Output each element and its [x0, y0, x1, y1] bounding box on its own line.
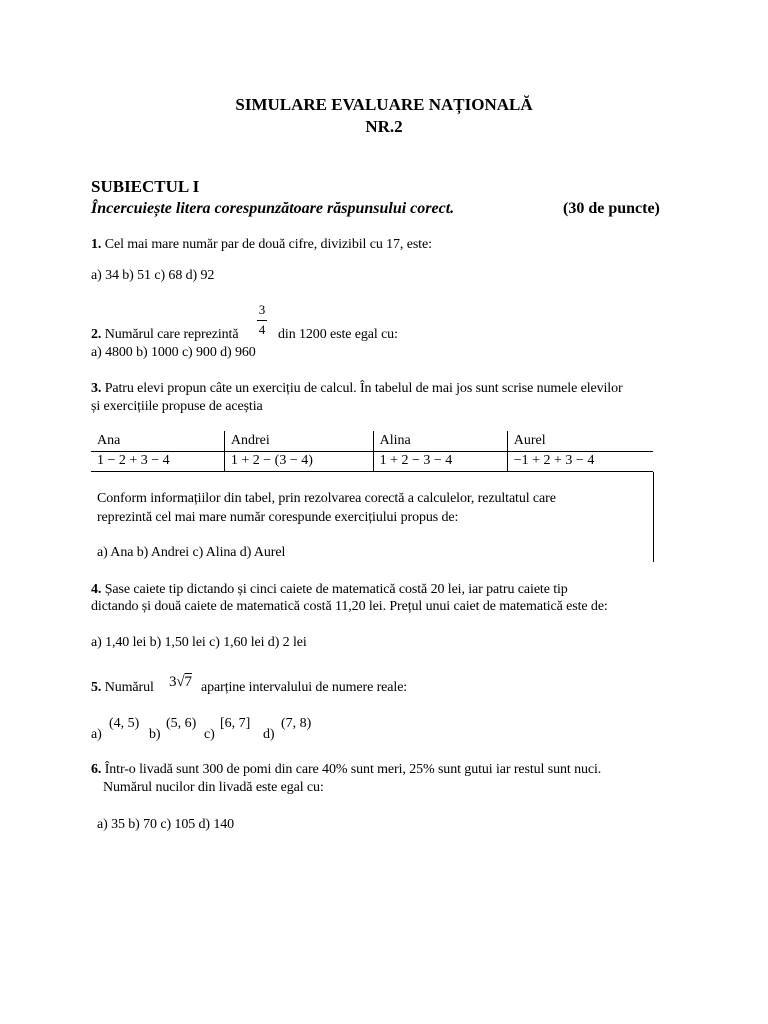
- question-5-text-after: aparține intervalului de numere reale:: [201, 680, 408, 695]
- interval-d: (7, 8): [281, 716, 312, 731]
- table-cell: 1 + 2 − 3 − 4: [373, 452, 507, 472]
- question-text: Patru elevi propun câte un exercițiu de calcul. În tabelul de mai jos sunt scrise numele elevilor: [101, 381, 623, 396]
- table-cell: 1 − 2 + 3 − 4: [91, 452, 224, 472]
- question-3-prompt-line-1: Conform informațiilor din tabel, prin rezolvarea corectă a calculelor, rezultatul care: [97, 491, 556, 506]
- question-6: [91, 762, 601, 778]
- section-heading: SUBIECTUL I: [91, 177, 200, 196]
- option-label-a: a): [91, 727, 102, 742]
- question-3-prompt-line-2: reprezintă cel mai mare număr corespunde exercițiului propus de:: [97, 510, 459, 525]
- document-title: SIMULARE EVALUARE NAȚIONALĂ: [235, 95, 533, 114]
- question-number: 1.: [91, 237, 102, 252]
- radical-coefficient: 3: [169, 674, 177, 690]
- option-label-b: b): [149, 727, 161, 742]
- question-number: 3.: [91, 381, 102, 396]
- question-6-options: a) 35 b) 70 c) 105 d) 140: [97, 817, 235, 832]
- question-3-options: a) Ana b) Andrei c) Alina d) Aurel: [97, 545, 286, 560]
- fraction-bar: [257, 320, 267, 321]
- question-text: Cel mai mare număr par de două cifre, divizibil cu 17, este:: [101, 237, 432, 252]
- question-2-options: a) 4800 b) 1000 c) 900 d) 960: [91, 345, 256, 360]
- section-instruction: Încercuiește litera corespunzătoare răspunsului corect.: [91, 200, 455, 217]
- question-6-line-2: Numărul nucilor din livadă este egal cu:: [103, 780, 324, 795]
- square-root-icon: √: [176, 674, 185, 690]
- question-text: Numărul: [101, 680, 154, 695]
- question-number: 6.: [91, 762, 102, 777]
- table-cell: Ana: [91, 431, 224, 452]
- question-1: [91, 237, 432, 253]
- question-5: [91, 680, 154, 696]
- question-4: [91, 582, 568, 598]
- table-cell: Alina: [373, 431, 507, 452]
- question-1-options: a) 34 b) 51 c) 68 d) 92: [91, 268, 215, 283]
- question-text: Șase caiete tip dictando și cinci caiete de matematică costă 20 lei, iar patru caiete tip: [101, 582, 568, 597]
- interval-c: [6, 7]: [220, 716, 251, 731]
- question-text: Numărul care reprezintă: [101, 327, 239, 342]
- exercise-table: [91, 431, 653, 472]
- question-text: Într-o livadă sunt 300 de pomi din care 40% sunt meri, 25% sunt gutui iar restul sunt nuci.: [101, 762, 602, 777]
- radicand: 7: [184, 674, 192, 690]
- question-number: 2.: [91, 327, 102, 342]
- question-3-line-2: și exercițiile propuse de aceștia: [91, 399, 263, 414]
- frame-line: [653, 472, 654, 562]
- radical-expression: [169, 674, 192, 691]
- fraction-numerator: 3: [258, 302, 266, 317]
- question-3: [91, 381, 623, 397]
- option-label-c: c): [204, 727, 215, 742]
- table-cell: 1 + 2 − (3 − 4): [224, 452, 373, 472]
- table-cell: −1 + 2 + 3 − 4: [507, 452, 653, 472]
- question-4-line-2: dictando și două caiete de matematică costă 11,20 lei. Prețul unui caiet de matematică este de:: [91, 599, 608, 614]
- table-cell: Andrei: [224, 431, 373, 452]
- document-subtitle: NR.2: [365, 117, 403, 136]
- question-number: 5.: [91, 680, 102, 695]
- interval-b: (5, 6): [166, 716, 197, 731]
- table-cell: Aurel: [507, 431, 653, 452]
- question-2-text-after: din 1200 este egal cu:: [278, 327, 398, 342]
- fraction-denominator: 4: [258, 322, 266, 337]
- interval-a: (4, 5): [109, 716, 140, 731]
- question-4-options: a) 1,40 lei b) 1,50 lei c) 1,60 lei d) 2 lei: [91, 635, 307, 650]
- table-row: [91, 452, 653, 472]
- section-points: (30 de puncte): [563, 200, 660, 217]
- question-2: [91, 327, 238, 343]
- option-label-d: d): [263, 727, 275, 742]
- question-number: 4.: [91, 582, 102, 597]
- table-header-row: [91, 431, 653, 452]
